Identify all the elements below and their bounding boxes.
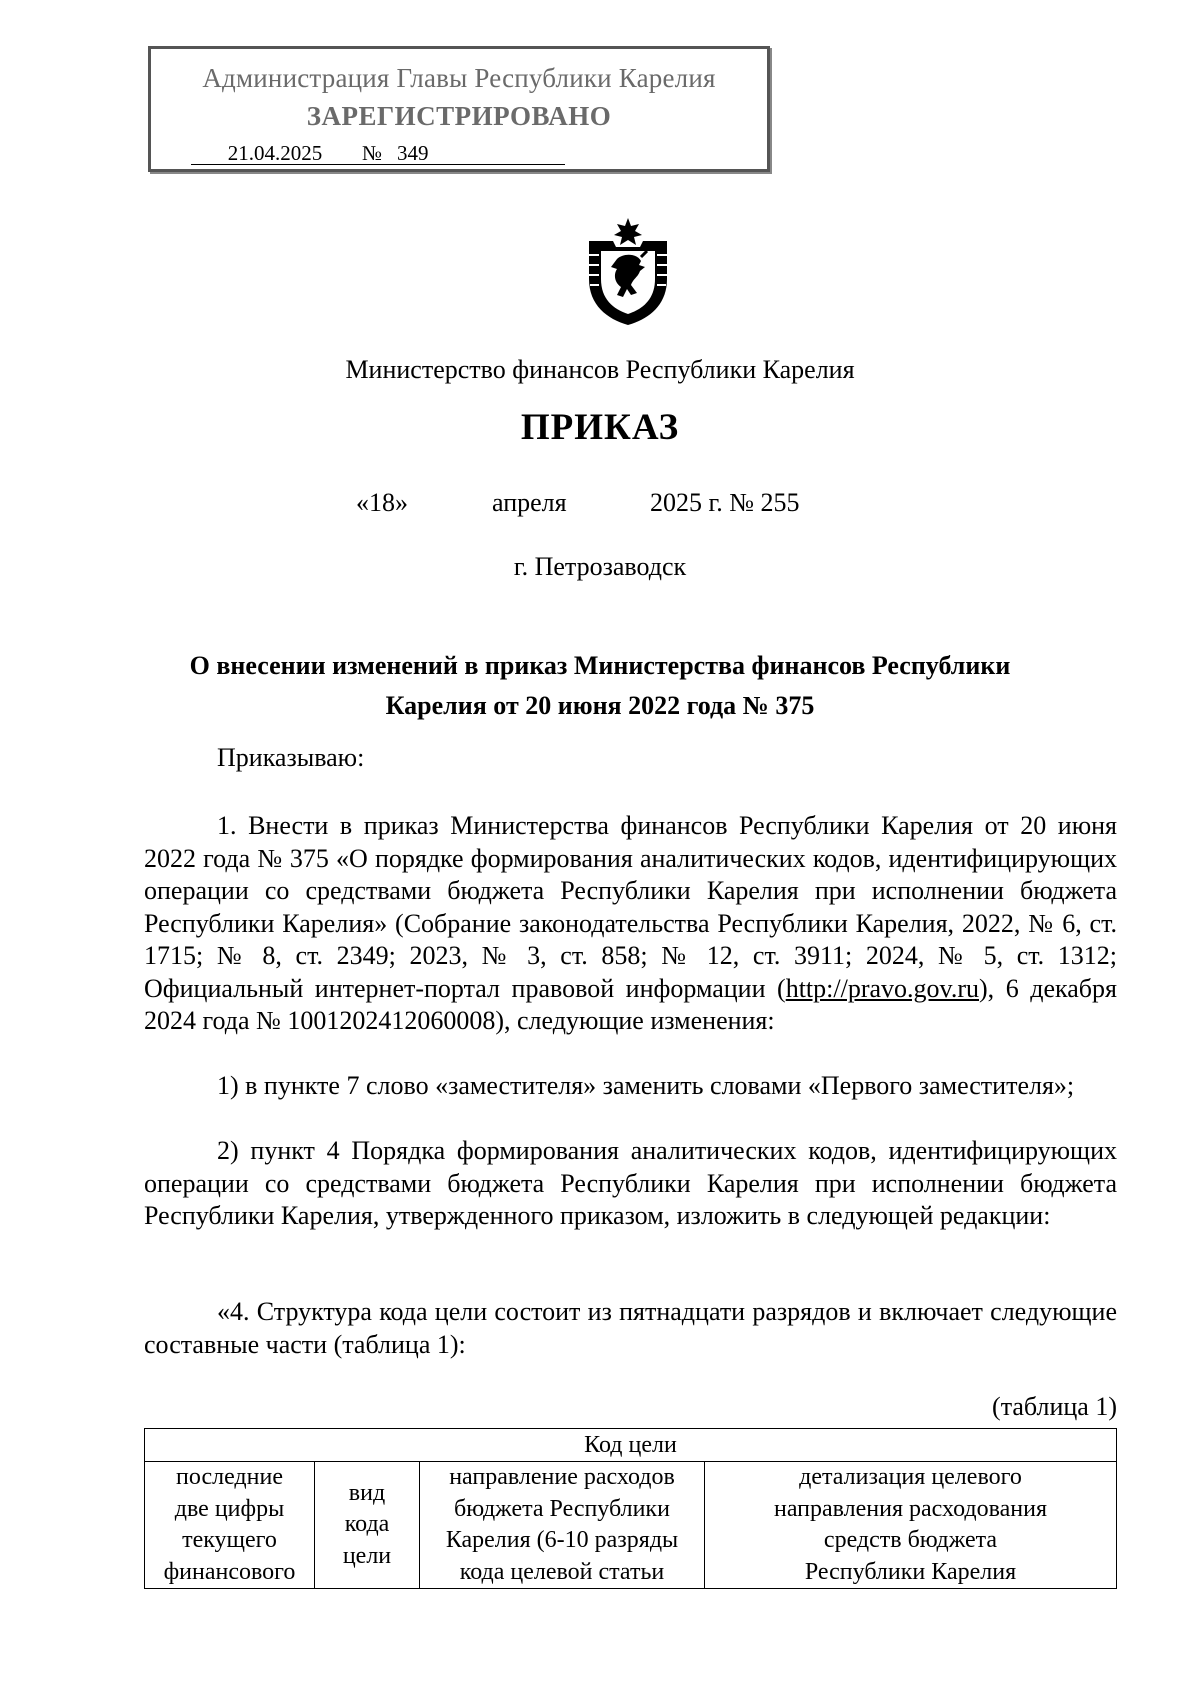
stamp-status: ЗАРЕГИСТРИРОВАНО [306, 101, 612, 131]
cell-line: направления расходования [773, 1495, 1048, 1522]
ministry-name: Министерство финансов Республики Карелия [345, 355, 855, 384]
table-cell-year [145, 1462, 315, 1589]
cell-line: Республики Карелия [804, 1558, 1017, 1585]
registration-stamp [148, 46, 770, 172]
date-month: апреля [492, 488, 567, 517]
karelia-coat-of-arms-icon [583, 215, 673, 327]
date-day: «18» [356, 488, 408, 517]
stamp-number: 349 [385, 142, 565, 165]
stamp-date: 21.04.2025 [191, 142, 359, 165]
cell-line: две цифры [174, 1495, 285, 1522]
heading-line-1: О внесении изменений в приказ Министерства финансов Республики [189, 651, 1011, 680]
cell-line: кода [344, 1511, 390, 1538]
cell-line: Карелия (6-10 разряды [445, 1527, 679, 1553]
paragraph-1 [144, 810, 1117, 1038]
table-header: Код цели [145, 1429, 1117, 1462]
table-cell-detail [705, 1462, 1117, 1589]
cell-line: финансового [163, 1558, 296, 1585]
paragraph-item-1: 1) в пункте 7 слово «заместителя» заменить словами «Первого заместителя»; [217, 1071, 1075, 1100]
cell-line: детализация целевого [799, 1464, 1022, 1490]
cell-line: вид [348, 1479, 386, 1506]
paragraph-quote-4: «4. Структура кода цели состоит из пятнадцати разрядов и включает следующие составные части (таблица 1): [144, 1297, 1117, 1359]
stamp-registration-line [191, 141, 565, 166]
stamp-number-sign: № [359, 142, 385, 165]
document-heading [0, 646, 1200, 726]
cell-line: кода целевой статьи [459, 1558, 665, 1585]
stamp-organization: Администрация Главы Республики Карелия [202, 63, 716, 93]
date-year-number: 2025 г. № 255 [650, 488, 800, 517]
cell-line: бюджета Республики [454, 1495, 670, 1522]
order-word: Приказываю: [217, 743, 365, 772]
pravo-gov-link[interactable]: http://pravo.gov.ru [785, 973, 979, 1003]
cell-line: направление расходов [449, 1464, 675, 1490]
paragraph-1-text: 1. Внести в приказ Министерства финансов Республики Карелия от 20 июня 2022 года № 375 «О порядке формирования аналитических кодов, идентифицирующих операции со средствами бюджета Республики Карелия при исполнении бюджета Республики Карелия» (Собрание законодательства Республики Карелия, 2022, № 6, ст. 1715; № 8, ст. 2349; 2023, № 3, ст. 858; № 12, ст. 3911; 2024, № 5, ст. 1312; Официальный интернет-портал правовой информации ( [144, 811, 1117, 1003]
cell-line: последние [176, 1464, 283, 1490]
cell-line: цели [342, 1542, 392, 1569]
table-caption: (таблица 1) [992, 1392, 1117, 1421]
cell-line: средств бюджета [823, 1527, 998, 1553]
city: г. Петрозаводск [513, 552, 687, 581]
document-title: ПРИКАЗ [520, 407, 680, 448]
document-date-line [0, 488, 1200, 522]
table-cell-code-type [315, 1462, 420, 1589]
table-row [145, 1462, 1117, 1589]
table-header-row [145, 1429, 1117, 1462]
paragraph-1-text-end: ), 6 декабря 2024 года № 1001202412060008), следующие изменения: [144, 973, 1117, 1035]
target-code-table [144, 1428, 1117, 1589]
table-cell-expense-direction [420, 1462, 705, 1589]
paragraph-item-2: 2) пункт 4 Порядка формирования аналитических кодов, идентифицирующих операции со средствами бюджета Республики Карелия при исполнении бюджета Республики Карелия, утвержденного приказом, изложить в следующей редакции: [144, 1136, 1117, 1230]
cell-line: текущего [182, 1527, 277, 1553]
heading-line-2: Карелия от 20 июня 2022 года № 375 [385, 691, 815, 720]
